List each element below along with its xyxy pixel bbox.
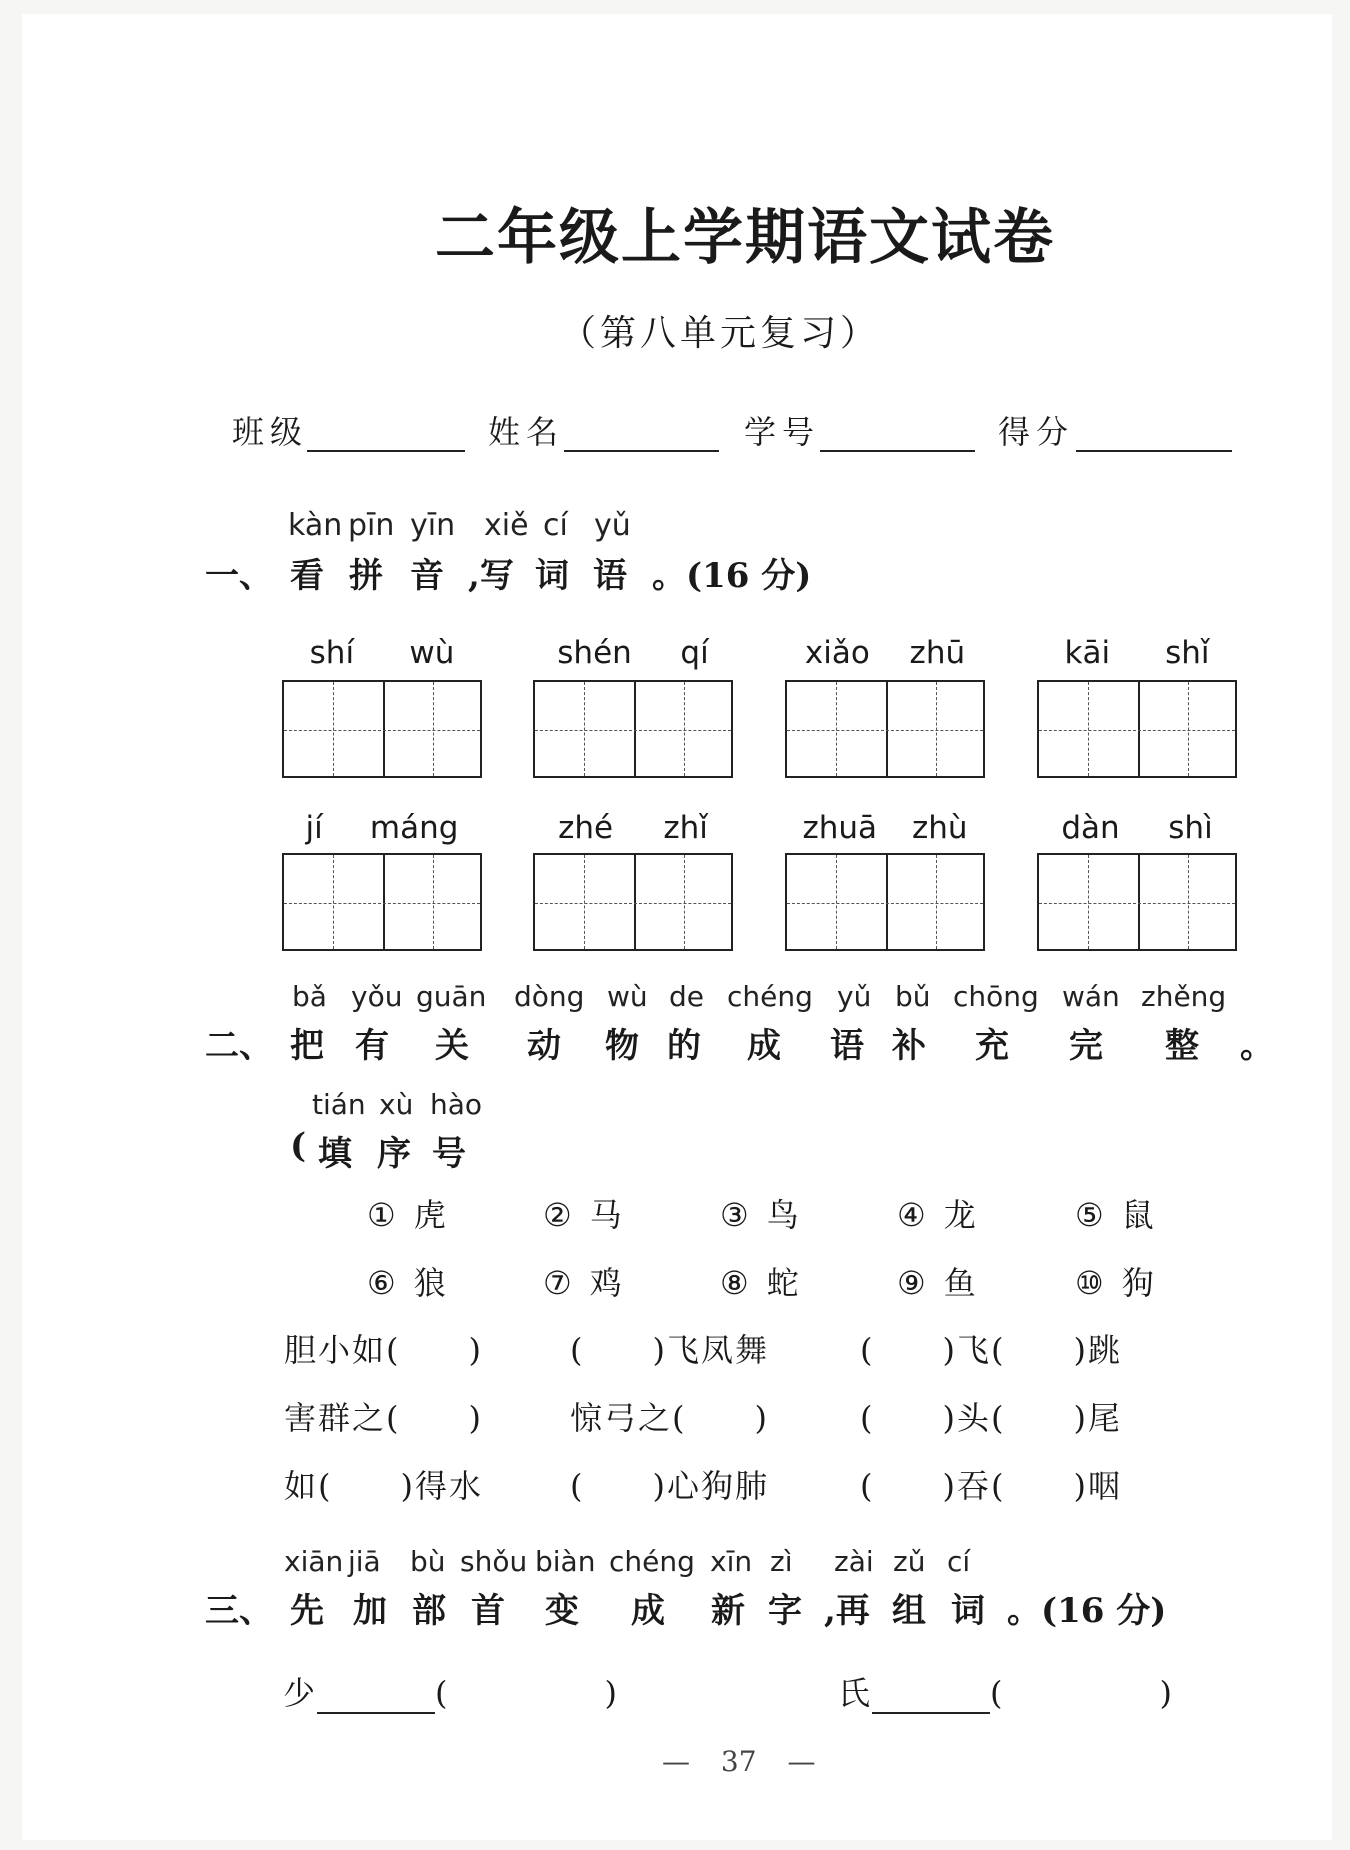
- animal-option: [720, 1258, 799, 1304]
- heading-char: 语: [830, 1026, 864, 1066]
- heading-char: 完: [1069, 1026, 1103, 1066]
- idiom-blank[interactable]: ( )飞( )跳: [860, 1331, 1122, 1369]
- idiom-blank[interactable]: ( )头( )尾: [860, 1399, 1122, 1437]
- tianzige-box[interactable]: [282, 853, 482, 951]
- heading-char: 关: [435, 1026, 469, 1066]
- animal-option: [720, 1190, 799, 1236]
- heading-char: 的: [667, 1026, 701, 1066]
- option-char: 虎: [413, 1196, 446, 1234]
- heading-char: 加: [353, 1591, 387, 1631]
- grid-line: [1088, 855, 1089, 949]
- pinyin-syllable: dòng: [514, 980, 585, 1013]
- heading-char: 。(16 分): [652, 556, 812, 596]
- pinyin-syllable: shí: [309, 635, 355, 671]
- pinyin-syllable: xīn: [710, 1545, 753, 1578]
- grid-line: [333, 855, 334, 949]
- option-char: 鸡: [589, 1264, 622, 1302]
- class-field[interactable]: [307, 450, 465, 452]
- grid-line: [535, 730, 731, 731]
- q3-item[interactable]: [283, 1668, 619, 1714]
- heading-char: ,再: [824, 1591, 870, 1631]
- option-char: 狗: [1121, 1264, 1154, 1302]
- pinyin-syllable: hào: [430, 1088, 483, 1121]
- grid-line: [836, 682, 837, 776]
- q3-item-paren-close: ): [604, 1674, 619, 1712]
- grid-line: [1138, 682, 1140, 776]
- grid-line: [584, 682, 585, 776]
- grid-line: [284, 730, 480, 731]
- pinyin-syllable: yīn: [410, 508, 456, 543]
- option-number: ①: [367, 1196, 396, 1234]
- pinyin-syllable: kāi: [1064, 635, 1111, 671]
- pinyin-label: [785, 635, 985, 671]
- heading-char: 整: [1165, 1026, 1199, 1066]
- pinyin-label: [533, 810, 733, 846]
- name-field[interactable]: [564, 450, 719, 452]
- pinyin-label: [1037, 635, 1237, 671]
- pinyin-label: [1037, 810, 1237, 846]
- grid-line: [684, 855, 685, 949]
- heading-char: (: [290, 1126, 307, 1166]
- grid-line: [634, 682, 636, 776]
- pinyin-syllable: jí: [305, 810, 323, 846]
- idiom-blank[interactable]: ( )心狗肺: [570, 1467, 769, 1505]
- idiom-blank[interactable]: ( )吞( )咽: [860, 1467, 1122, 1505]
- page-number: 37: [720, 1745, 757, 1778]
- animal-option: [543, 1258, 622, 1304]
- q2-number: 二、: [205, 1026, 273, 1066]
- tianzige-box[interactable]: [533, 680, 733, 778]
- heading-char: 补: [892, 1026, 926, 1066]
- pinyin-syllable: zhuā: [802, 810, 878, 846]
- pinyin-syllable: zhū: [909, 635, 966, 671]
- pinyin-syllable: bǔ: [895, 980, 931, 1013]
- heading-char: 字: [768, 1591, 802, 1631]
- grid-line: [1138, 855, 1140, 949]
- option-number: ②: [543, 1196, 572, 1234]
- heading-char: 拼: [349, 556, 383, 596]
- pinyin-syllable: shǐ: [1165, 635, 1210, 671]
- pinyin-syllable: shén: [557, 635, 632, 671]
- heading-char: 新: [711, 1591, 745, 1631]
- pinyin-label: [282, 810, 482, 846]
- pinyin-syllable: chōng: [953, 980, 1039, 1013]
- grid-line: [1039, 730, 1235, 731]
- pinyin-syllable: shì: [1168, 810, 1213, 846]
- grid-line: [886, 855, 888, 949]
- q3-item-blank[interactable]: [317, 1712, 435, 1714]
- heading-char: 。: [1240, 1026, 1274, 1066]
- option-char: 马: [589, 1196, 622, 1234]
- pinyin-syllable: de: [669, 980, 704, 1013]
- pinyin-label: [282, 635, 482, 671]
- score-field[interactable]: [1076, 450, 1232, 452]
- tianzige-box[interactable]: [1037, 680, 1237, 778]
- tianzige-box[interactable]: [533, 853, 733, 951]
- heading-char: 词: [951, 1591, 985, 1631]
- pinyin-syllable: shǒu: [460, 1545, 528, 1578]
- pinyin-syllable: bǎ: [292, 980, 327, 1013]
- pinyin-syllable: wán: [1062, 980, 1120, 1013]
- page-footer: [662, 1745, 815, 1778]
- footer-dash-right: —: [787, 1745, 816, 1778]
- q1-number: 一、: [205, 556, 273, 596]
- q3-item[interactable]: [838, 1668, 1174, 1714]
- pinyin-syllable: máng: [369, 810, 459, 846]
- option-char: 狼: [413, 1264, 446, 1302]
- pinyin-syllable: zhù: [911, 810, 968, 846]
- pinyin-syllable: xù: [379, 1088, 414, 1121]
- pinyin-syllable: dàn: [1061, 810, 1120, 846]
- q3-item-char: 少: [283, 1674, 318, 1712]
- grid-line: [634, 855, 636, 949]
- heading-char: 充: [975, 1026, 1009, 1066]
- heading-char: 物: [605, 1026, 639, 1066]
- heading-char: 词: [535, 556, 569, 596]
- pinyin-syllable: chéng: [727, 980, 813, 1013]
- grid-line: [284, 903, 480, 904]
- heading-char: 看: [290, 556, 324, 596]
- heading-char: 号: [432, 1134, 466, 1174]
- pinyin-syllable: wù: [409, 635, 455, 671]
- animal-option: [1075, 1258, 1154, 1304]
- pinyin-syllable: jiā: [348, 1545, 381, 1578]
- pinyin-syllable: zhǐ: [663, 810, 708, 846]
- idiom-blank[interactable]: 害群之( ): [284, 1399, 483, 1437]
- pinyin-syllable: kàn: [288, 508, 343, 543]
- pinyin-syllable: xiě: [484, 508, 529, 543]
- pinyin-syllable: zǔ: [893, 1545, 926, 1578]
- grid-line: [787, 730, 983, 731]
- animal-option: [1075, 1190, 1154, 1236]
- heading-char: 动: [527, 1026, 561, 1066]
- option-char: 龙: [943, 1196, 976, 1234]
- heading-char: 把: [290, 1026, 324, 1066]
- heading-char: 首: [471, 1591, 505, 1631]
- pinyin-syllable: yǔ: [837, 980, 872, 1013]
- pinyin-syllable: zhé: [558, 810, 614, 846]
- heading-char: 先: [290, 1591, 324, 1631]
- tianzige-box[interactable]: [282, 680, 482, 778]
- option-number: ③: [720, 1196, 749, 1234]
- tianzige-box[interactable]: [785, 853, 985, 951]
- name-label: 姓名: [488, 413, 565, 451]
- grid-line: [1188, 682, 1189, 776]
- grid-line: [1188, 855, 1189, 949]
- q3-number: 三、: [205, 1591, 273, 1631]
- idiom-blank[interactable]: 惊弓之( ): [570, 1399, 769, 1437]
- grid-line: [1088, 682, 1089, 776]
- q3-item-paren-open: (: [990, 1674, 1005, 1712]
- option-number: ⑩: [1075, 1264, 1104, 1302]
- grid-line: [936, 682, 937, 776]
- option-char: 鱼: [943, 1264, 976, 1302]
- option-char: 蛇: [766, 1264, 799, 1302]
- option-number: ⑥: [367, 1264, 396, 1302]
- grid-line: [383, 855, 385, 949]
- animal-option: [543, 1190, 622, 1236]
- pinyin-syllable: biàn: [535, 1545, 596, 1578]
- heading-char: 有: [355, 1026, 389, 1066]
- q3-item-paren-open: (: [435, 1674, 450, 1712]
- pinyin-label: [785, 810, 985, 846]
- heading-char: 成: [631, 1591, 665, 1631]
- grid-line: [1039, 903, 1235, 904]
- pinyin-syllable: xiān: [284, 1545, 344, 1578]
- heading-char: 语: [593, 556, 627, 596]
- heading-char: 音: [410, 556, 444, 596]
- heading-char: 变: [545, 1591, 579, 1631]
- option-number: ⑨: [897, 1264, 926, 1302]
- heading-char: 填: [318, 1134, 352, 1174]
- animal-option: [897, 1258, 976, 1304]
- heading-char: 部: [412, 1591, 446, 1631]
- class-label: 班级: [232, 413, 309, 451]
- option-number: ⑧: [720, 1264, 749, 1302]
- page-subtitle: （第八单元复习）: [560, 313, 881, 354]
- animal-option: [367, 1258, 446, 1304]
- heading-char: 成: [747, 1026, 781, 1066]
- pinyin-syllable: guān: [416, 980, 487, 1013]
- option-number: ⑦: [543, 1264, 572, 1302]
- pinyin-syllable: bù: [410, 1545, 446, 1578]
- grid-line: [836, 855, 837, 949]
- option-char: 鸟: [766, 1196, 799, 1234]
- q3-item-blank[interactable]: [872, 1712, 990, 1714]
- footer-dash-left: —: [662, 1745, 690, 1778]
- animal-option: [897, 1190, 976, 1236]
- grid-line: [433, 855, 434, 949]
- option-number: ⑤: [1075, 1196, 1104, 1234]
- option-char: 鼠: [1121, 1196, 1154, 1234]
- pinyin-syllable: tián: [312, 1088, 366, 1121]
- grid-line: [684, 682, 685, 776]
- pinyin-syllable: pīn: [348, 508, 395, 543]
- heading-char: 序: [377, 1134, 411, 1174]
- heading-char: 。(16 分): [1007, 1591, 1167, 1631]
- idiom-blank[interactable]: ( )飞凤舞: [570, 1331, 769, 1369]
- pinyin-syllable: wù: [607, 980, 648, 1013]
- number-field[interactable]: [820, 450, 975, 452]
- grid-line: [886, 682, 888, 776]
- tianzige-box[interactable]: [785, 680, 985, 778]
- page-title: 二年级上学期语文试卷: [435, 203, 1055, 273]
- q3-item-char: 氏: [838, 1674, 873, 1712]
- pinyin-syllable: yǔ: [594, 508, 631, 543]
- idiom-blank[interactable]: 如( )得水: [284, 1467, 483, 1505]
- pinyin-syllable: zì: [770, 1545, 793, 1578]
- grid-line: [787, 903, 983, 904]
- grid-line: [383, 682, 385, 776]
- idiom-blank[interactable]: 胆小如( ): [284, 1331, 483, 1369]
- animal-option: [367, 1190, 446, 1236]
- pinyin-syllable: qí: [680, 635, 709, 671]
- grid-line: [584, 855, 585, 949]
- grid-line: [535, 903, 731, 904]
- grid-line: [936, 855, 937, 949]
- heading-char: 组: [892, 1591, 926, 1631]
- pinyin-syllable: chéng: [609, 1545, 695, 1578]
- pinyin-syllable: zhěng: [1141, 980, 1227, 1013]
- heading-char: ,写: [468, 556, 514, 596]
- score-label: 得分: [998, 413, 1075, 451]
- pinyin-syllable: cí: [543, 508, 568, 543]
- pinyin-syllable: cí: [947, 1545, 971, 1578]
- pinyin-label: [533, 635, 733, 671]
- grid-line: [333, 682, 334, 776]
- pinyin-syllable: xiǎo: [804, 635, 870, 671]
- option-number: ④: [897, 1196, 926, 1234]
- pinyin-syllable: zài: [834, 1545, 874, 1578]
- q3-item-paren-close: ): [1159, 1674, 1174, 1712]
- pinyin-syllable: yǒu: [351, 980, 403, 1013]
- grid-line: [433, 682, 434, 776]
- number-label: 学号: [744, 413, 821, 451]
- tianzige-box[interactable]: [1037, 853, 1237, 951]
